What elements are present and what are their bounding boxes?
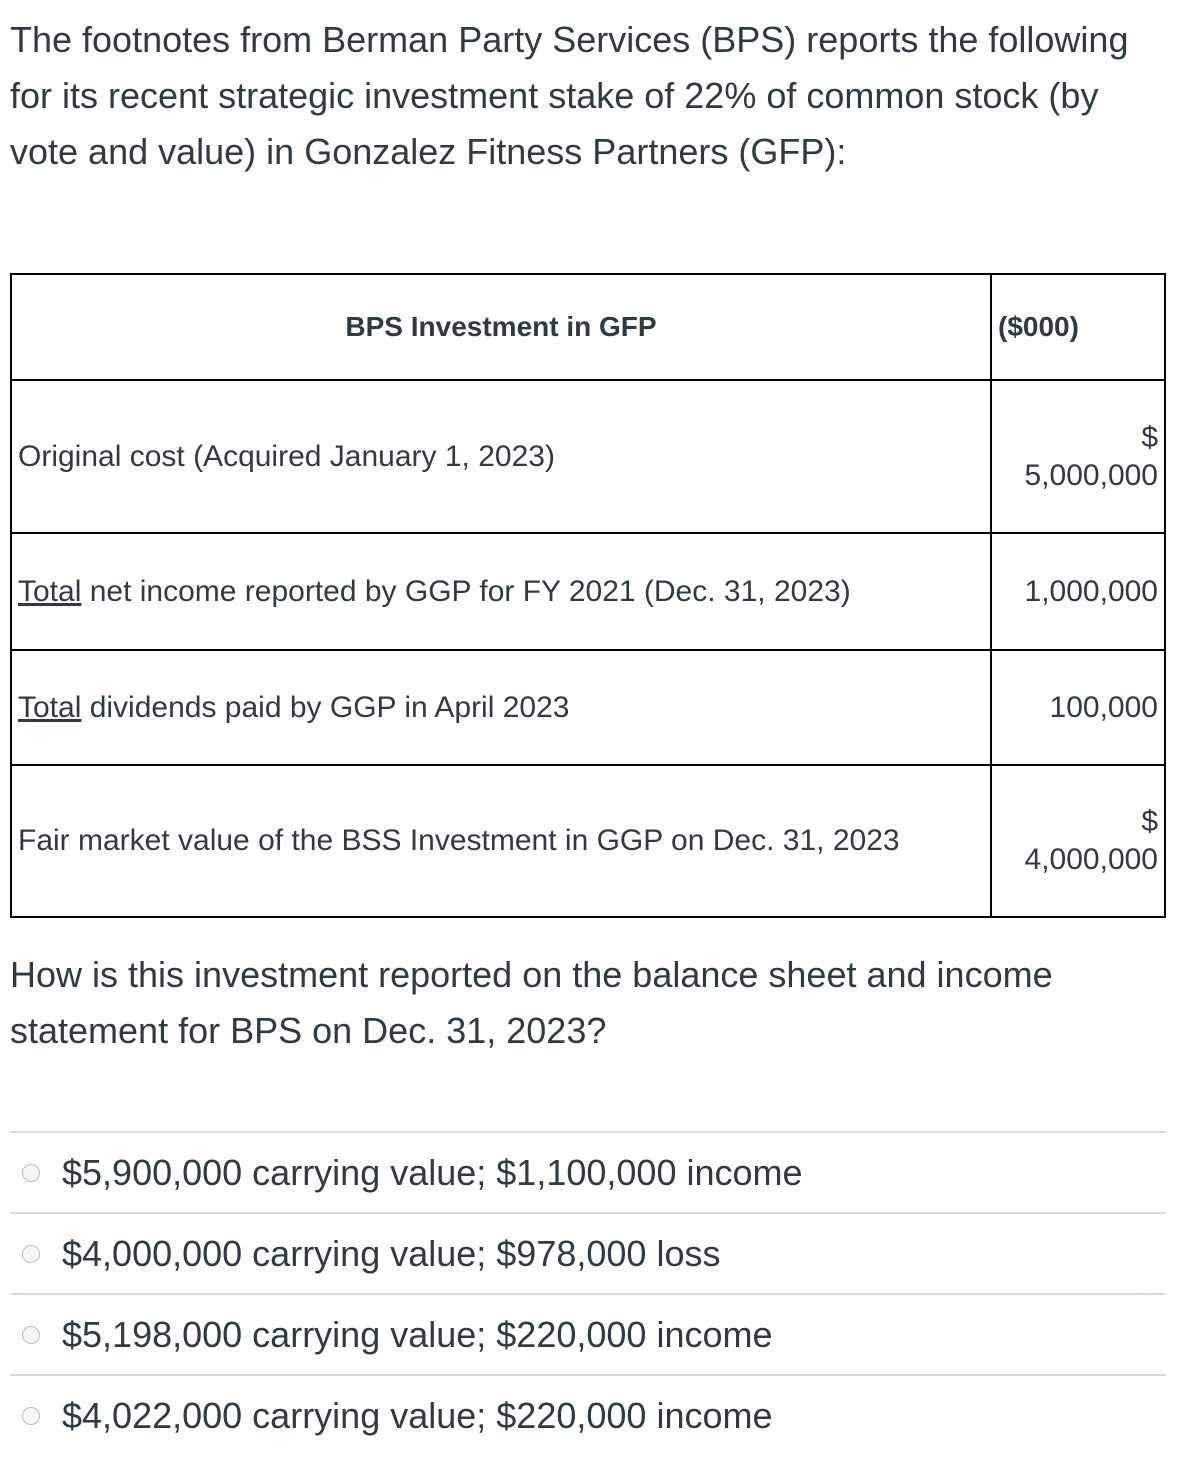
question-intro: The footnotes from Berman Party Services (BPS) reports the following for its recent strategic investment stake of 22% of common stock (by vote and value) in Gonzalez Fitness Partners (GFP): — [10, 19, 1129, 172]
radio-button[interactable] — [22, 1245, 40, 1263]
answer-label: $5,198,000 carrying value; $220,000 income — [62, 1313, 773, 1355]
row-label — [11, 533, 991, 650]
row-label-emphasis: Total — [18, 574, 82, 608]
radio-button[interactable] — [22, 1326, 40, 1344]
amount-value: 4,000,000 — [1024, 843, 1158, 876]
answer-options — [10, 1131, 1166, 1455]
answer-option-c[interactable] — [10, 1293, 1166, 1374]
table-row — [11, 533, 1165, 650]
row-label-text: Original cost (Acquired January 1, 2023) — [18, 439, 555, 473]
table-row — [11, 650, 1165, 765]
answer-option-b[interactable] — [10, 1212, 1166, 1293]
table-header-unit: ($000) — [991, 274, 1165, 380]
row-amount — [991, 650, 1165, 765]
row-label-text: net income reported by GGP for FY 2021 (Dec. 31, 2023) — [81, 574, 851, 608]
answer-label: $4,000,000 carrying value; $978,000 loss — [62, 1232, 721, 1274]
row-label — [11, 765, 991, 917]
amount-value: 1,000,000 — [1024, 574, 1158, 608]
radio-button[interactable] — [22, 1407, 40, 1425]
row-label-text: Fair market value of the BSS Investment in GGP on Dec. 31, 2023 — [18, 824, 900, 857]
radio-button[interactable] — [22, 1164, 40, 1182]
answer-option-d[interactable] — [10, 1374, 1166, 1455]
answer-option-a[interactable] — [10, 1131, 1166, 1212]
row-label-text: dividends paid by GGP in April 2023 — [81, 690, 570, 724]
row-label — [11, 650, 991, 765]
amount-value: 5,000,000 — [1024, 458, 1158, 492]
row-amount — [991, 380, 1165, 533]
row-label — [11, 380, 991, 533]
table-row — [11, 765, 1165, 917]
row-amount — [991, 533, 1165, 650]
table-row — [11, 380, 1165, 533]
currency-symbol: $ — [1141, 420, 1158, 454]
answer-label: $4,022,000 carrying value; $220,000 income — [62, 1394, 773, 1436]
answer-label: $5,900,000 carrying value; $1,100,000 income — [62, 1151, 803, 1193]
table-header-row — [11, 274, 1165, 380]
question-prompt: How is this investment reported on the balance sheet and income statement for BPS on Dec. 31, 2023? — [10, 954, 1053, 1051]
investment-table — [10, 273, 1166, 918]
table-header-label: BPS Investment in GFP — [11, 274, 991, 380]
amount-value: 100,000 — [1049, 690, 1158, 724]
row-label-emphasis: Total — [18, 690, 82, 724]
row-amount — [991, 765, 1165, 917]
currency-symbol: $ — [1141, 805, 1158, 838]
